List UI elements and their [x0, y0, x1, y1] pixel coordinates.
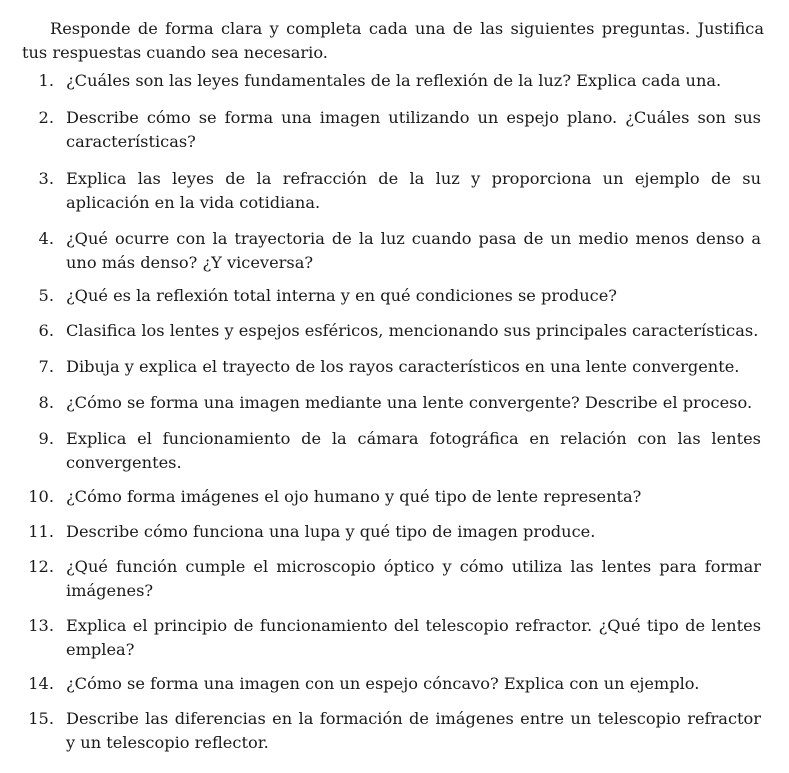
question-number: 7. — [38, 357, 54, 376]
question-number: 5. — [38, 286, 54, 305]
question-number: 10. — [28, 487, 54, 506]
question-text: ¿Cómo se forma una imagen mediante una lente convergente? Describe el proceso. — [66, 393, 753, 412]
question-text: Explica el funcionamiento de la cámara fotográfica en relación con las lentes convergentes. — [66, 429, 761, 472]
question-number: 15. — [28, 709, 54, 728]
question-text: Describe cómo se forma una imagen utilizando un espejo plano. ¿Cuáles son sus características? — [66, 108, 761, 151]
intro-paragraph: Responde de forma clara y completa cada una de las siguientes preguntas. Justifica tus respuestas cuando sea necesario. — [22, 19, 764, 62]
question-number: 14. — [28, 674, 54, 693]
question-text: ¿Cómo forma imágenes el ojo humano y qué tipo de lente representa? — [66, 487, 642, 506]
question-text: Explica el principio de funcionamiento del telescopio refractor. ¿Qué tipo de lentes emplea? — [66, 616, 761, 659]
question-number: 6. — [38, 321, 54, 340]
question-text: Clasifica los lentes y espejos esféricos, mencionando sus principales características. — [66, 321, 759, 340]
question-number: 11. — [28, 522, 54, 541]
question-text: Dibuja y explica el trayecto de los rayos característicos en una lente convergente. — [66, 357, 740, 376]
question-text: ¿Qué es la reflexión total interna y en qué condiciones se produce? — [66, 286, 617, 305]
question-text: Describe las diferencias en la formación de imágenes entre un telescopio refractor y un telescopio reflector. — [66, 709, 761, 752]
question-number: 4. — [38, 229, 54, 248]
question-number: 13. — [28, 616, 54, 635]
question-text: Explica las leyes de la refracción de la luz y proporciona un ejemplo de su aplicación en la vida cotidiana. — [66, 169, 761, 212]
question-number: 8. — [38, 393, 54, 412]
question-number: 1. — [38, 71, 54, 90]
question-text: ¿Cómo se forma una imagen con un espejo cóncavo? Explica con un ejemplo. — [66, 674, 700, 693]
question-number: 2. — [38, 108, 54, 127]
question-text: ¿Qué función cumple el microscopio óptico y cómo utiliza las lentes para formar imágenes? — [66, 557, 761, 600]
question-number: 12. — [28, 557, 54, 576]
question-text: Describe cómo funciona una lupa y qué tipo de imagen produce. — [66, 522, 596, 541]
question-text: ¿Cuáles son las leyes fundamentales de la reflexión de la luz? Explica cada una. — [66, 71, 722, 90]
question-number: 9. — [38, 429, 54, 448]
question-number: 3. — [38, 169, 54, 188]
question-text: ¿Qué ocurre con la trayectoria de la luz cuando pasa de un medio menos denso a uno más denso? ¿Y viceversa? — [66, 229, 761, 272]
